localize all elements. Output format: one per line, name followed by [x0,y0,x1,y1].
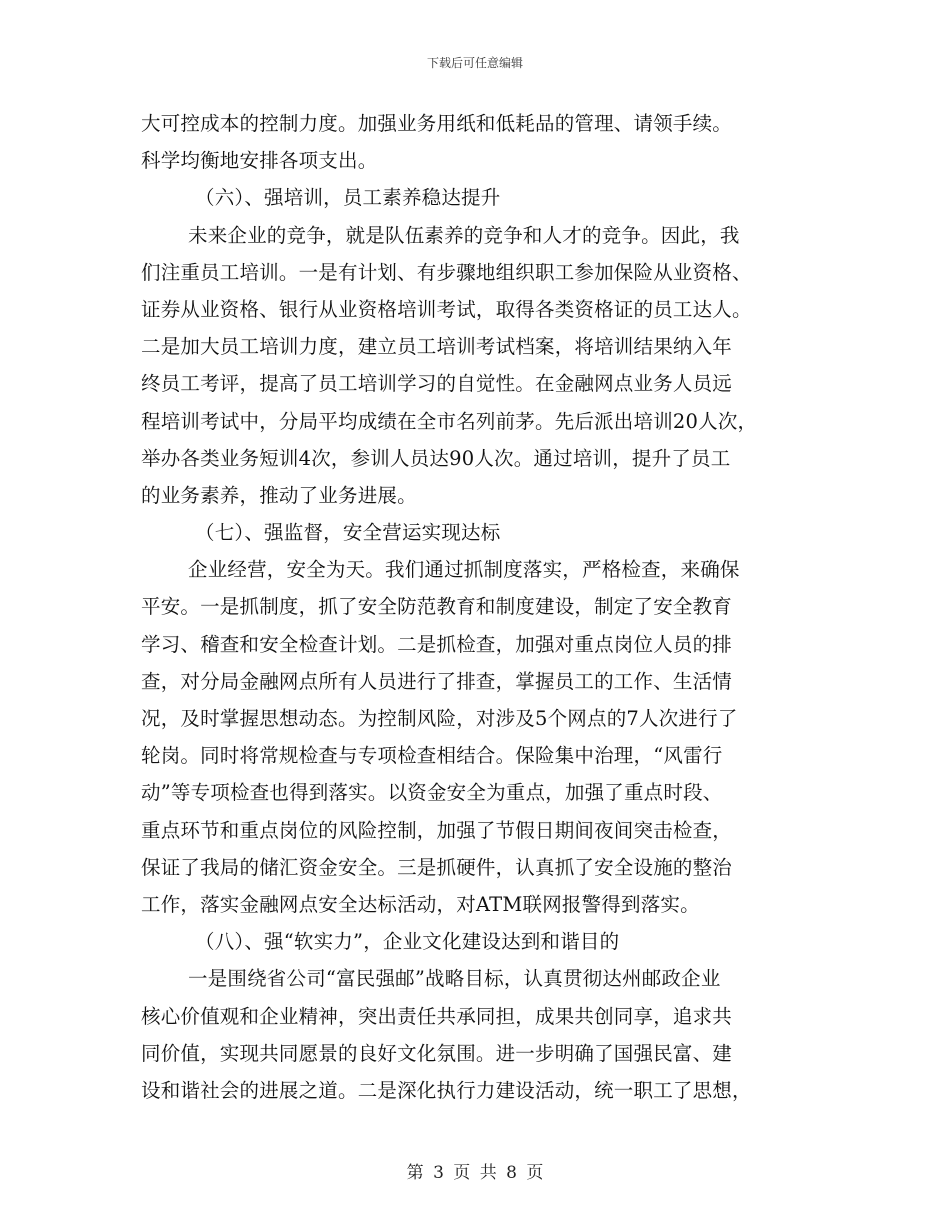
text-line: 同价值，实现共同愿景的良好文化氛围。进一步明确了国强民富、建 [141,1041,733,1065]
text-line: 重点环节和重点岗位的风险控制，加强了节假日期间夜间突击检查， [141,818,733,842]
text-line: 轮岗。同时将常规检查与专项检查相结合。保险集中治理，“风雷行 [141,744,723,768]
document-body [141,105,813,1109]
text-line: 查，对分局金融网点所有人员进行了排查，掌握员工的工作、生活情 [141,669,733,693]
section-heading-line: （八）、强“软实力”，企业文化建设达到和谐目的 [195,930,620,954]
text-line: 们注重员工培训。一是有计划、有步骤地组织职工参加保险从业资格、 [141,260,752,284]
text-line: 工作，落实金融网点安全达标活动，对ATM联网报警得到落实。 [141,892,700,916]
page-number-footer: 第 3 页 共 8 页 [406,1163,544,1183]
text-line: 保证了我局的储汇资金安全。三是抓硬件，认真抓了安全设施的整治 [141,855,733,879]
text-line: 一是围绕省公司“富民强邮”战略目标，认真贯彻达州邮政企业 [188,967,721,991]
text-line: 未来企业的竞争，就是队伍素养的竞争和人才的竞争。因此，我 [188,223,740,247]
text-line: 大可控成本的控制力度。加强业务用纸和低耗品的管理、请领手续。 [141,112,733,135]
text-line: 证券从业资格、银行从业资格培训考试，取得各类资格证的员工达人。 [141,297,752,321]
text-line: 的业务素养，推动了业务进展。 [141,483,417,507]
section-heading-line: （六）、强培训，员工素养稳达提升 [195,186,501,210]
text-line: 学习、稽查和安全检查计划。二是抓检查，加强对重点岗位人员的排 [141,632,733,656]
text-line: 程培训考试中，分局平均成绩在全市名列前茅。先后派出培训20人次， [141,409,758,433]
text-line: 科学均衡地安排各项支出。 [141,149,378,173]
text-line: 举办各类业务短训4次，参训人员达90人次。通过培训，提升了员工 [141,446,731,470]
text-line: 况，及时掌握思想动态。为控制风险，对涉及5个网点的7人次进行了 [141,707,738,730]
text-line: 动”等专项检查也得到落实。以资金安全为重点，加强了重点时段、 [141,781,723,805]
text-line: 终员工考评，提高了员工培训学习的自觉性。在金融网点业务人员远 [141,372,733,396]
section-heading-line: （七）、强监督，安全营运实现达标 [195,521,501,545]
text-line: 企业经营，安全为天。我们通过抓制度落实，严格检查，来确保 [188,558,740,582]
page-header: 下载后可任意编辑 [426,56,523,70]
text-line: 设和谐社会的进展之道。二是深化执行力建设活动，统一职工了思想， [141,1078,752,1102]
text-line: 平安。一是抓制度，抓了安全防范教育和制度建设，制定了安全教育 [141,595,733,619]
text-line: 核心价值观和企业精神，突出责任共承同担，成果共创同享，追求共 [141,1004,733,1028]
text-line: 二是加大员工培训力度，建立员工培训考试档案，将培训结果纳入年 [141,335,733,359]
